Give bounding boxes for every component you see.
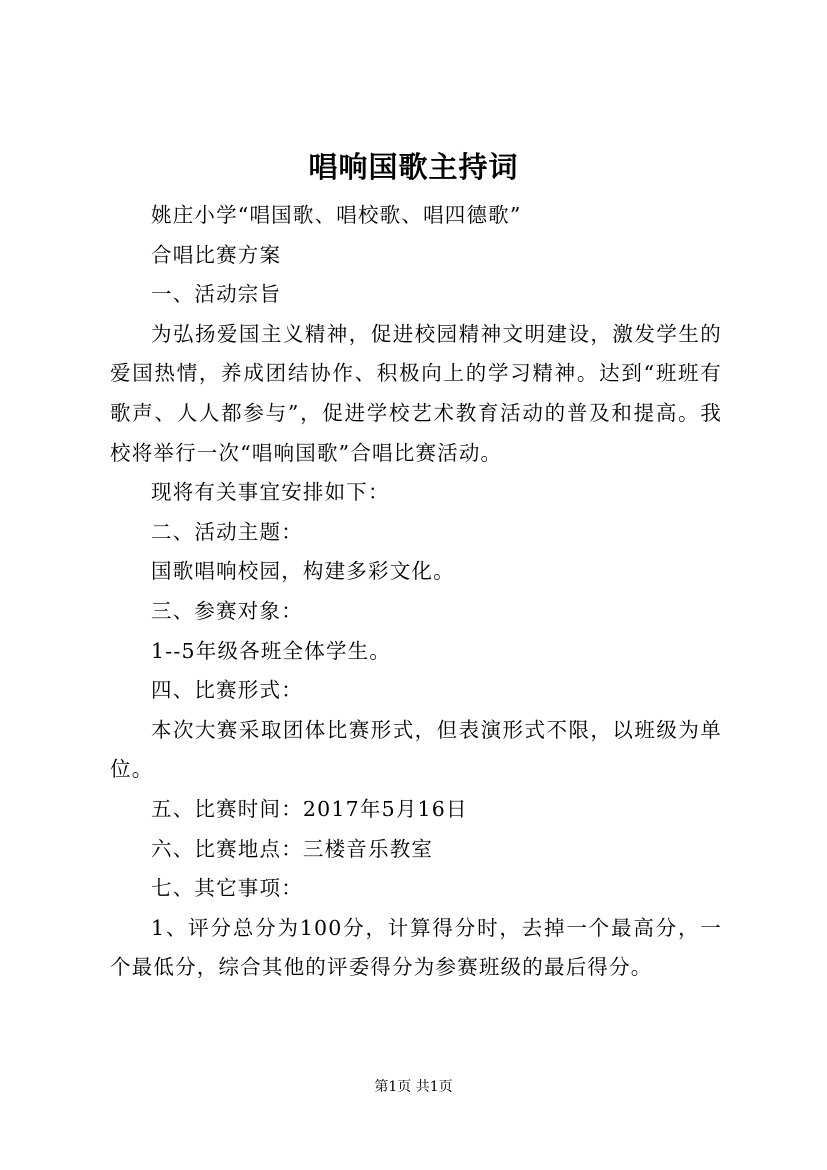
- paragraph-school-event: 姚庄小学“唱国歌、唱校歌、唱四德歌”: [151, 203, 522, 227]
- paragraph-theme: 国歌唱响校园，构建多彩文化。: [151, 559, 455, 584]
- document-title: 唱响国歌主持词: [308, 150, 519, 184]
- document-body: [110, 196, 722, 988]
- paragraph-purpose: 为弘扬爱国主义精神，促进校园精神文明建设，激发学生的爱国热情，养成团结协作、积极向上的学习精神。达到“班班有歌声、人人都参与”，促进学校艺术教育活动的普及和提高。我校将举行一次“唱响国歌”合唱比赛活动。: [110, 321, 722, 465]
- paragraph-location: 六、比赛地点：三楼音乐教室: [151, 836, 434, 861]
- paragraph-plan-title: 合唱比赛方案: [151, 242, 282, 267]
- section-heading-theme: 二、活动主题：: [151, 519, 303, 544]
- section-heading-purpose: 一、活动宗旨: [151, 282, 282, 307]
- section-heading-participants: 三、参赛对象：: [151, 598, 303, 623]
- section-heading-other: 七、其它事项：: [151, 876, 303, 901]
- paragraph-time: 五、比赛时间：2017年5月16日: [151, 796, 468, 821]
- paragraph-format: 本次大赛采取团体比赛形式，但表演形式不限，以班级为单位。: [110, 717, 722, 782]
- paragraph-scoring: 1、评分总分为100分，计算得分时，去掉一个最高分，一个最低分，综合其他的评委得分为参赛班级的最后得分。: [110, 915, 722, 980]
- paragraph-participants: 1--5年级各班全体学生。: [151, 638, 392, 663]
- section-heading-format: 四、比赛形式：: [151, 678, 303, 703]
- paragraph-arrangement: 现将有关事宜安排如下：: [151, 480, 390, 505]
- page-footer: 第1页 共1页: [374, 1079, 453, 1095]
